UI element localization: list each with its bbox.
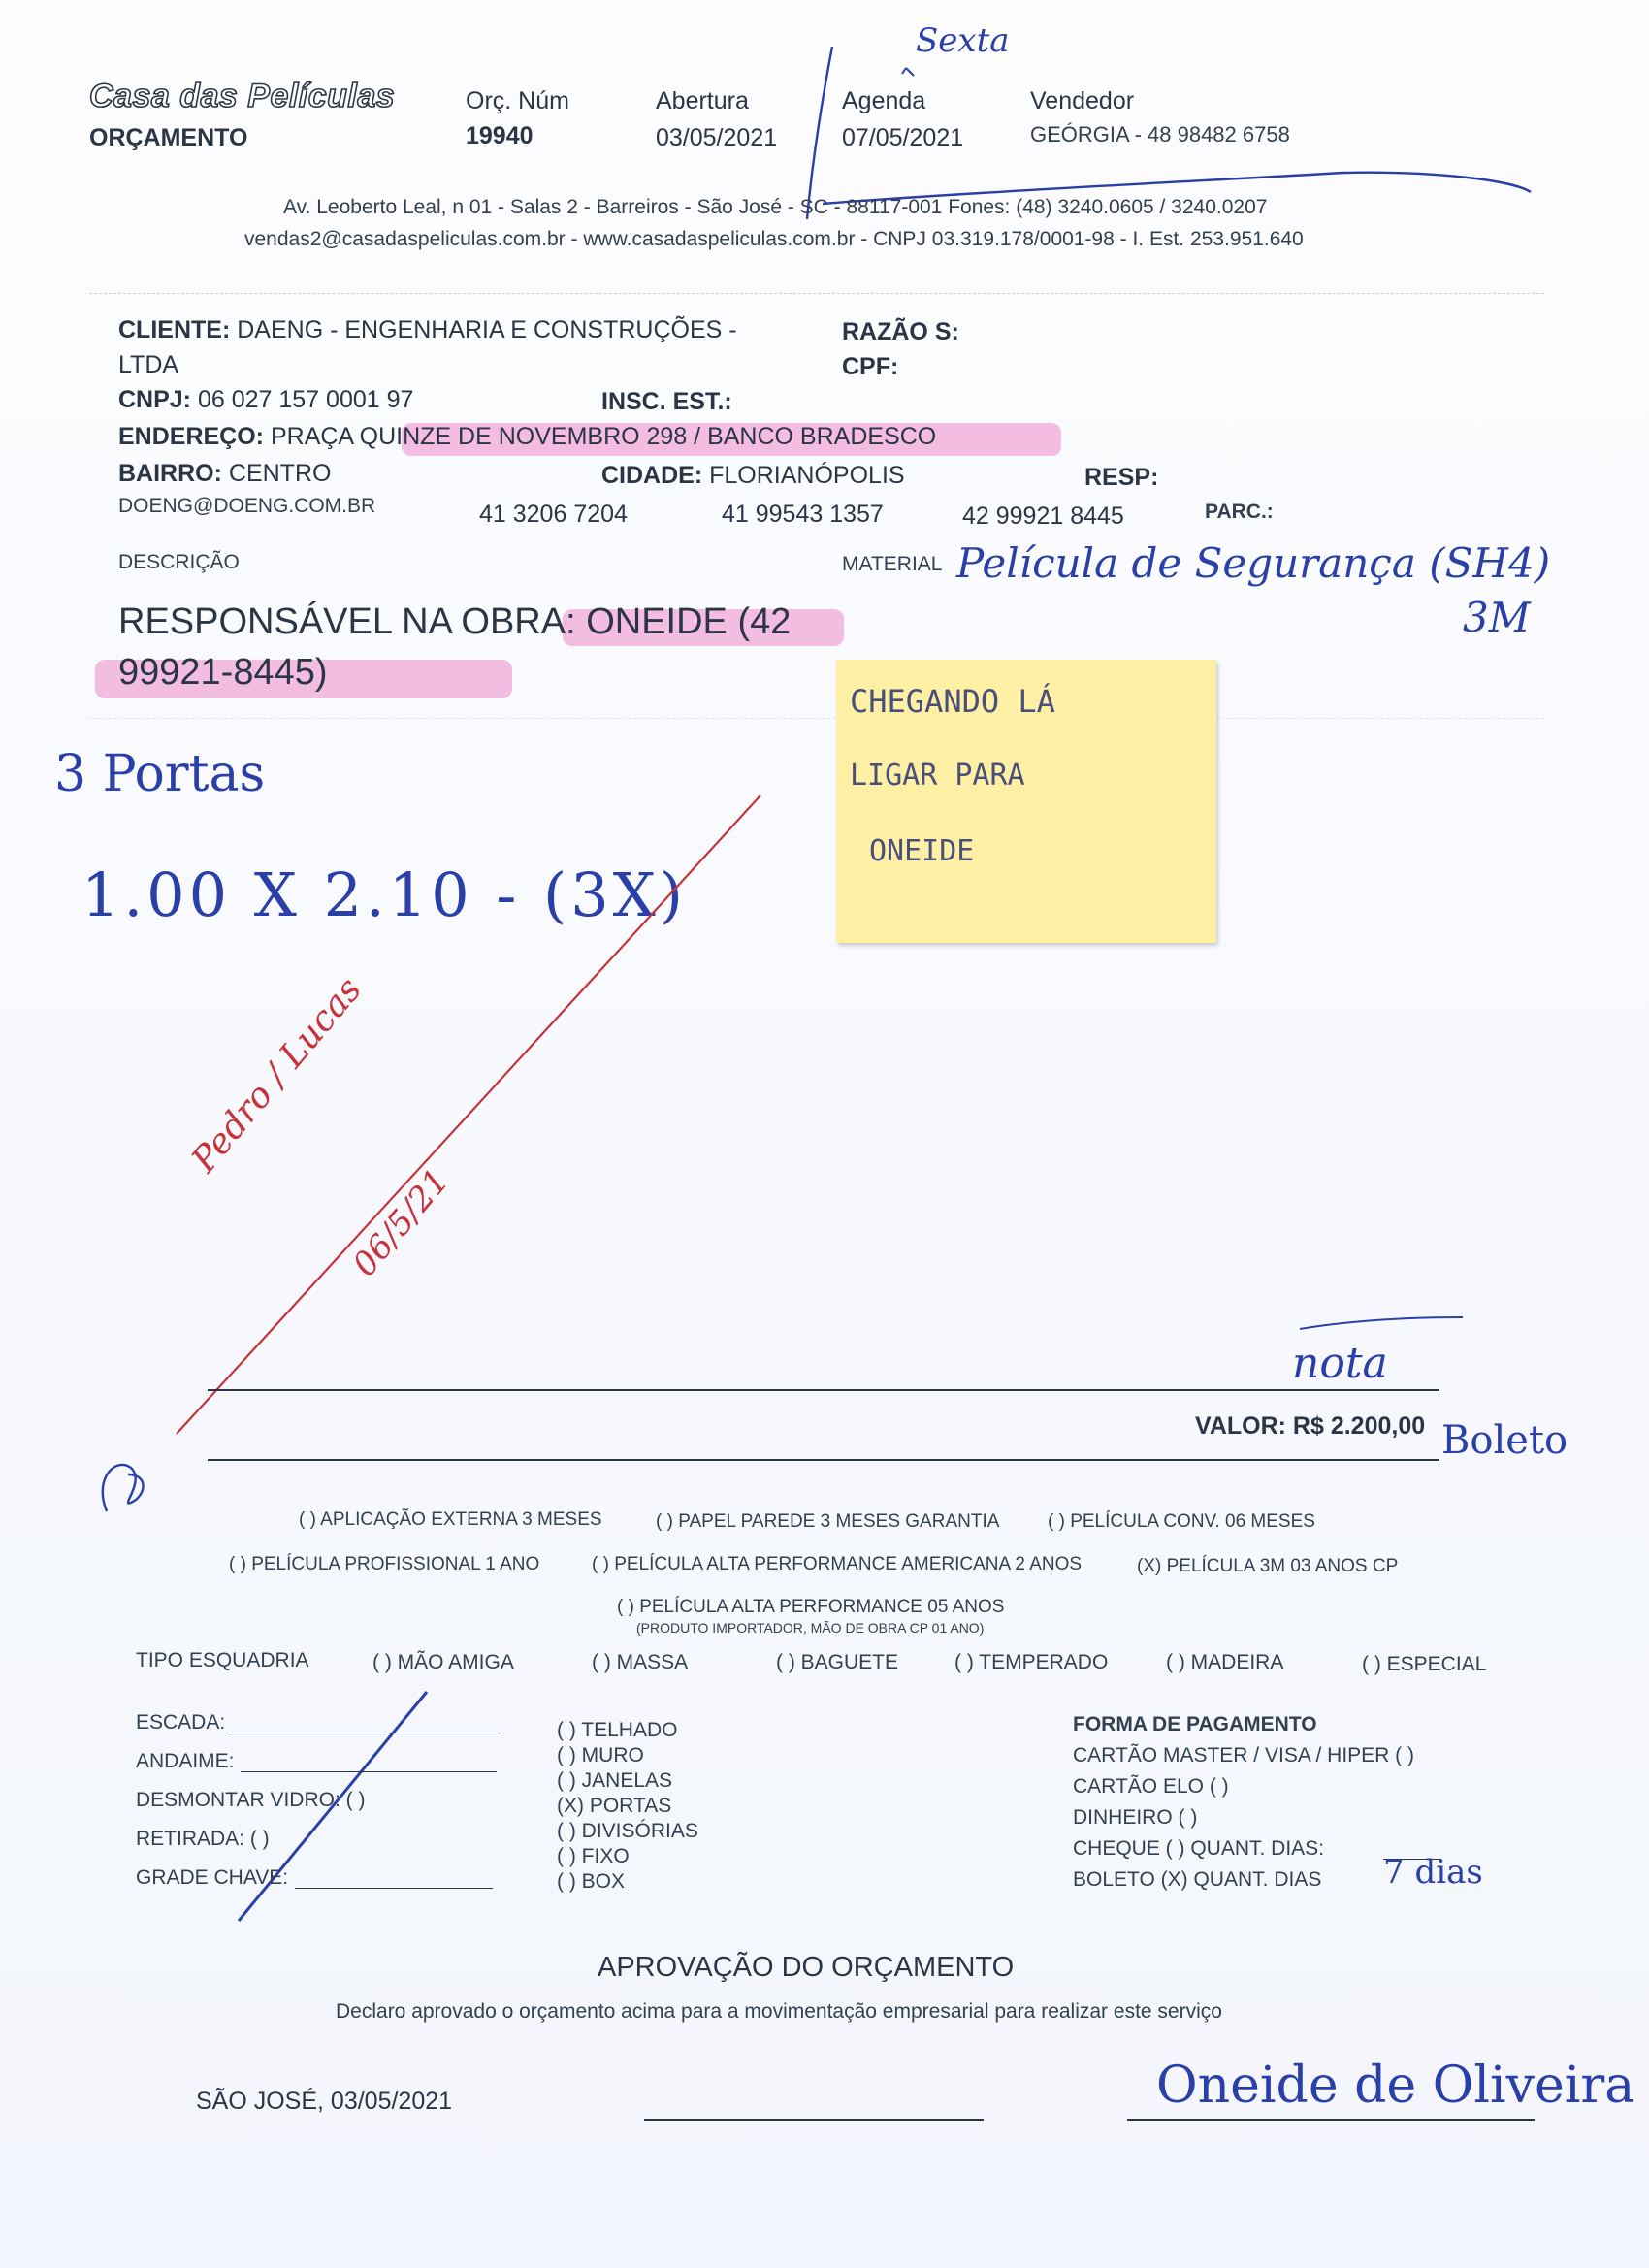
vendedor-value: GEÓRGIA - 48 98482 6758 <box>1030 122 1290 146</box>
option-alta-performance-05: ( ) PELÍCULA ALTA PERFORMANCE 05 ANOS <box>617 1597 1005 1617</box>
field-andaime: ANDAIME: <box>136 1750 235 1772</box>
handwritten-boleto: Boleto <box>1441 1418 1568 1463</box>
pagamento-cartao-master: CARTÃO MASTER / VISA / HIPER ( ) <box>1073 1744 1415 1766</box>
pagamento-boleto: BOLETO (X) QUANT. DIAS <box>1073 1868 1322 1891</box>
esquadria-baguete: ( ) BAGUETE <box>776 1651 899 1673</box>
handwritten-nota: nota <box>1292 1339 1388 1388</box>
material-brand-handwritten: 3M <box>1463 594 1531 641</box>
option-aplicacao-externa: ( ) APLICAÇÃO EXTERNA 3 MESES <box>299 1509 602 1530</box>
cidade-field: CIDADE: FLORIANÓPOLIS <box>601 462 905 489</box>
pagamento-cheque: CHEQUE ( ) QUANT. DIAS: <box>1073 1837 1325 1860</box>
abertura-date: 03/05/2021 <box>656 124 778 151</box>
esquadria-temperado: ( ) TEMPERADO <box>954 1651 1109 1673</box>
field-escada: ESCADA: <box>136 1711 226 1733</box>
client-email: DOENG@DOENG.COM.BR <box>118 495 376 517</box>
cnpj-field: CNPJ: 06 027 157 0001 97 <box>118 386 414 413</box>
agenda-label: Agenda <box>842 87 926 114</box>
razao-label: RAZÃO S: <box>842 318 959 345</box>
endereco-field: ENDEREÇO: PRAÇA QUINZE DE NOVEMBRO 298 / BANCO BRADESCO <box>118 423 937 450</box>
brand-logo: Casa das Películas <box>89 78 396 114</box>
client-phone-1: 41 3206 7204 <box>479 501 628 528</box>
loc-fixo: ( ) FIXO <box>557 1845 630 1867</box>
line-below-valor <box>208 1459 1439 1461</box>
pagamento-cartao-elo: CARTÃO ELO ( ) <box>1073 1775 1229 1798</box>
option-pelicula-3m: (X) PELÍCULA 3M 03 ANOS CP <box>1137 1556 1399 1576</box>
loc-divisorias: ( ) DIVISÓRIAS <box>557 1820 698 1842</box>
cpf-label: CPF: <box>842 353 899 380</box>
doc-type: ORÇAMENTO <box>89 124 248 151</box>
abertura-label: Abertura <box>656 87 749 114</box>
loc-telhado: ( ) TELHADO <box>557 1719 678 1741</box>
option-pelicula-americana: ( ) PELÍCULA ALTA PERFORMANCE AMERICANA 2 ANOS <box>592 1554 1083 1574</box>
loc-box: ( ) BOX <box>557 1870 626 1893</box>
red-handwritten-names: Pedro / Lucas <box>184 969 370 1181</box>
orc-num: 19940 <box>466 122 534 149</box>
red-handwritten-date: 06/5/21 <box>345 1161 457 1284</box>
material-label: MATERIAL <box>842 553 943 575</box>
loc-portas: (X) PORTAS <box>557 1795 672 1817</box>
handwritten-dias: 7 dias <box>1383 1853 1483 1892</box>
orc-num-label: Orç. Núm <box>466 87 569 114</box>
esquadria-mao-amiga: ( ) MÃO AMIGA <box>372 1651 514 1673</box>
option-pelicula-profissional: ( ) PELÍCULA PROFISSIONAL 1 ANO <box>229 1554 540 1574</box>
handwritten-signature: Oneide de Oliveira <box>1156 2057 1635 2115</box>
field-desmontar-vidro: DESMONTAR VIDRO: ( ) <box>136 1789 366 1811</box>
field-grade-chave: GRADE CHAVE: <box>136 1866 289 1889</box>
approval-title: APROVAÇÃO DO ORÇAMENTO <box>598 1952 1015 1983</box>
resp-label: RESP: <box>1084 464 1159 491</box>
descricao-label: DESCRIÇÃO <box>118 551 240 573</box>
approval-declaration: Declaro aprovado o orçamento acima para a movimentação empresarial para realizar este serviço <box>336 2000 1222 2023</box>
field-retirada: RETIRADA: ( ) <box>136 1828 270 1850</box>
handwritten-day: Sexta <box>916 21 1010 60</box>
client-phone-2: 41 99543 1357 <box>722 501 884 528</box>
cliente-line1: CLIENTE: DAENG - ENGENHARIA E CONSTRUÇÕES - <box>118 316 737 343</box>
company-address: Av. Leoberto Leal, n 01 - Salas 2 - Barreiros - São José - SC - 88117-001 Fones: (48) 3240.0605 / 3240.0207 <box>283 196 1268 218</box>
client-phone-3: 42 99921 8445 <box>962 502 1124 530</box>
signature-line-2 <box>1127 2119 1535 2121</box>
pagamento-title: FORMA DE PAGAMENTO <box>1073 1713 1317 1735</box>
parc-label: PARC.: <box>1205 501 1274 523</box>
option-pelicula-conv: ( ) PELÍCULA CONV. 06 MESES <box>1048 1511 1315 1532</box>
vendedor-label: Vendedor <box>1030 87 1135 114</box>
loc-janelas: ( ) JANELAS <box>557 1769 673 1792</box>
approval-place-date: SÃO JOSÉ, 03/05/2021 <box>196 2088 453 2115</box>
insc-label: INSC. EST.: <box>601 388 732 415</box>
line-above-valor <box>208 1389 1439 1391</box>
signature-line-1 <box>644 2119 984 2121</box>
cliente-line2: LTDA <box>118 351 179 378</box>
agenda-date: 07/05/2021 <box>842 124 964 151</box>
company-contact: vendas2@casadaspeliculas.com.br - www.casadaspeliculas.com.br - CNPJ 03.319.178/0001-98 - I. Est. 253.951.640 <box>244 228 1304 250</box>
responsavel-obra-line1: RESPONSÁVEL NA OBRA: ONEIDE (42 <box>118 601 792 642</box>
option-alta-performance-note: (PRODUTO IMPORTADOR, MÃO DE OBRA CP 01 ANO) <box>636 1620 985 1636</box>
bairro-field: BAIRRO: CENTRO <box>118 460 332 487</box>
material-handwritten: Película de Segurança (SH4) <box>956 539 1551 587</box>
field-grade-chave-line <box>295 1888 493 1889</box>
valor-total: VALOR: R$ 2.200,00 <box>1195 1412 1426 1440</box>
pagamento-dinheiro: DINHEIRO ( ) <box>1073 1806 1198 1829</box>
tipo-esquadria-label: TIPO ESQUADRIA <box>136 1649 309 1671</box>
handwritten-portas: 3 Portas <box>54 745 266 803</box>
esquadria-massa: ( ) MASSA <box>592 1651 689 1673</box>
responsavel-obra-line2: 99921-8445) <box>118 652 328 693</box>
handwritten-dimensions: 1.00 X 2.10 - (3X) <box>81 859 687 930</box>
sticky-note-line-2: LIGAR PARA <box>850 759 1025 793</box>
loc-muro: ( ) MURO <box>557 1744 644 1766</box>
sticky-note-line-1: CHEGANDO LÁ <box>850 683 1055 720</box>
esquadria-especial: ( ) ESPECIAL <box>1362 1653 1487 1675</box>
option-papel-parede: ( ) PAPEL PAREDE 3 MESES GARANTIA <box>656 1511 1000 1532</box>
sticky-note-line-3: ONEIDE <box>869 834 975 868</box>
field-andaime-line <box>241 1771 497 1772</box>
esquadria-madeira: ( ) MADEIRA <box>1166 1651 1284 1673</box>
